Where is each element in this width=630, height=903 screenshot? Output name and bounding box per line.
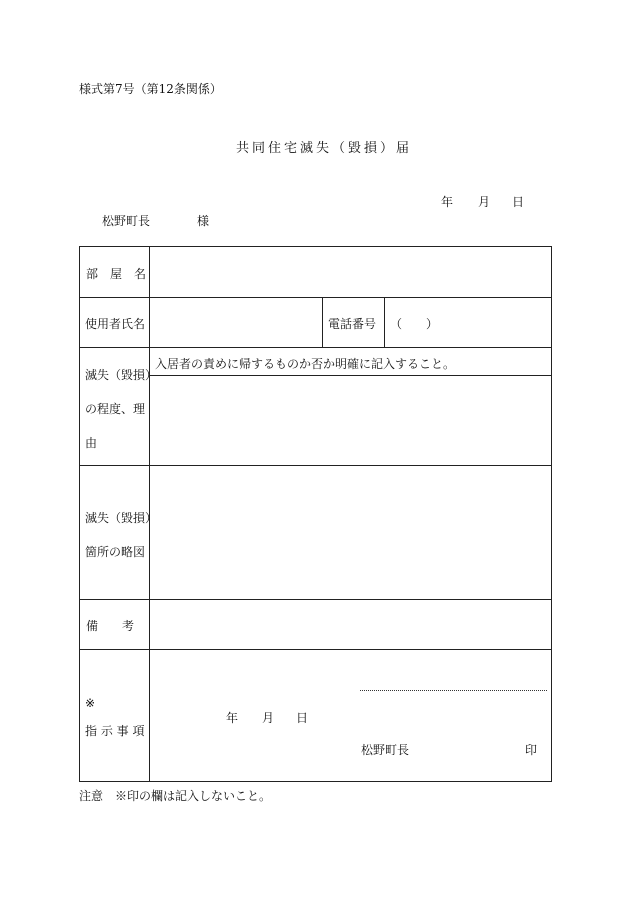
extent-reason-field[interactable] <box>150 376 550 464</box>
date-month: 月 <box>478 195 491 209</box>
phone-field[interactable]: （ ） <box>390 317 439 331</box>
extent-label-line2: の程度、理 <box>85 402 146 416</box>
instruction-mayor: 松野町長 <box>361 743 410 757</box>
sketch-label-line2: 箇所の略図 <box>85 545 146 559</box>
column-divider <box>322 297 323 347</box>
instruction-date-day: 日 <box>296 711 309 725</box>
instruction-date-year: 年 <box>226 711 239 725</box>
signature-dotted-line <box>360 690 547 691</box>
date-year: 年 <box>441 195 454 209</box>
column-divider <box>384 297 385 347</box>
instruction-date-month: 月 <box>262 711 275 725</box>
phone-label: 電話番号 <box>328 317 377 331</box>
date-day: 日 <box>512 195 525 209</box>
user-name-label: 使用者氏名 <box>85 317 146 331</box>
remarks-label: 備 考 <box>86 619 135 633</box>
room-name-label: 部 屋 名 <box>86 267 147 281</box>
user-name-field[interactable] <box>150 298 321 346</box>
addressee: 松野町長 <box>102 214 151 228</box>
seal-mark: 印 <box>525 743 538 757</box>
addressee-honorific: 様 <box>197 214 210 228</box>
instruction-label: 指 示 事 項 <box>85 724 145 738</box>
extent-label-line1: 滅失（毀損） <box>85 368 158 382</box>
extent-instruction: 入居者の責めに帰するものか否か明確に記入すること。 <box>155 357 456 371</box>
footer-note: 注意 ※印の欄は記入しないこと。 <box>79 789 272 803</box>
sketch-label-line1: 滅失（毀損） <box>85 511 158 525</box>
row-divider <box>80 347 551 348</box>
row-divider <box>80 649 551 650</box>
report-form-table <box>79 246 552 782</box>
extent-label-line3: 由 <box>85 436 98 450</box>
instruction-mark: ※ <box>85 696 96 710</box>
form-number: 様式第7号（第12条関係） <box>79 82 222 96</box>
sketch-field[interactable] <box>150 466 550 598</box>
room-name-field[interactable] <box>150 248 550 296</box>
remarks-field[interactable] <box>150 600 550 648</box>
document-title: 共同住宅滅失（毀損）届 <box>236 141 413 156</box>
